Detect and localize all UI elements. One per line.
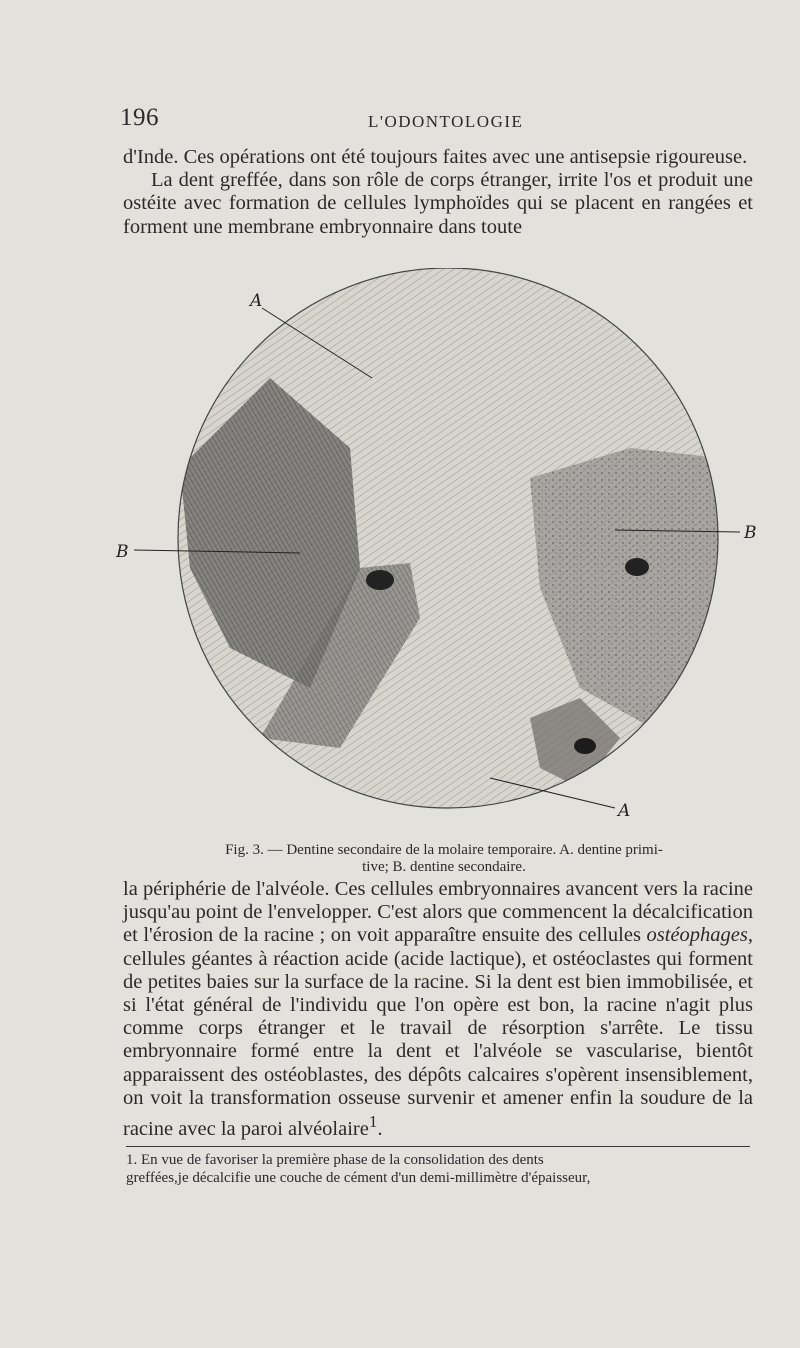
caption-line-1: Fig. 3. — Dentine secondaire de la molaire temporaire. A. dentine primi-	[225, 842, 663, 858]
microscope-figure	[110, 268, 770, 838]
paragraph-2: La dent greffée, dans son rôle de corps étranger, irrite l'os et produit une ostéite avec formation de cellules lymphoïdes qui se placent en rangées et forment une membrane embryonnaire dans toute	[123, 169, 753, 238]
italic-term: ostéophages	[646, 924, 748, 947]
label-b-left: B	[116, 542, 129, 562]
body-text-bottom	[123, 878, 753, 1141]
paragraph-3-text-b: , cellules géantes à réaction acide (acide lactique), et ostéoclastes qui forment de petites baies sur la surface de la racine. Si la dent est bien immobilisée, et si l'état général de l'individu que l'on opère est bon, la racine n'agit plus comme corps étranger et le travail de résorption s'arrête. Le tissu embryonnaire formé entre la dent et l'alvéole se vascularise, bientôt apparaissent des ostéoblastes, des dépôts calcaires s'opèrent insensiblement, on voit la transformation osseuse survenir et amener enfin la soudure de la racine avec la paroi alvéolaire	[123, 924, 753, 1140]
label-a-bottom: A	[618, 801, 631, 821]
label-b-right: B	[744, 523, 757, 543]
body-text-top	[123, 146, 753, 239]
running-head	[120, 104, 760, 134]
page-number: 196	[120, 104, 159, 131]
canal-left	[366, 570, 394, 590]
canal-bottom	[574, 738, 596, 754]
canal-right	[625, 558, 649, 576]
histology-section	[170, 268, 730, 828]
figure-caption	[126, 842, 762, 876]
footnote	[126, 1152, 752, 1187]
footnote-line-1: 1. En vue de favoriser la première phase de la consolidation des dents	[126, 1152, 544, 1168]
caption-line-2: tive; B. dentine secondaire.	[362, 859, 526, 875]
footnote-marker: 1	[368, 1112, 378, 1132]
paragraph-3	[123, 878, 753, 1141]
paragraph-1: d'Inde. Ces opérations ont été toujours faites avec une antisepsie rigoureuse.	[123, 146, 748, 168]
journal-title: L'ODONTOLOGIE	[368, 112, 524, 131]
paragraph-3-text-a: la périphérie de l'alvéole. Ces cellules embryonnaires avancent vers la racine jusqu'au point de l'envelopper. C'est alors que commencent la décalcification et l'érosion de la racine ; on voit apparaître ensuite des cellules	[123, 878, 753, 947]
paragraph-3-end: .	[377, 1117, 383, 1140]
footnote-divider	[126, 1146, 750, 1147]
label-a-top: A	[250, 291, 263, 311]
footnote-line-2: greffées,je décalcifie une couche de cément d'un demi-millimètre d'épaisseur,	[126, 1169, 591, 1186]
